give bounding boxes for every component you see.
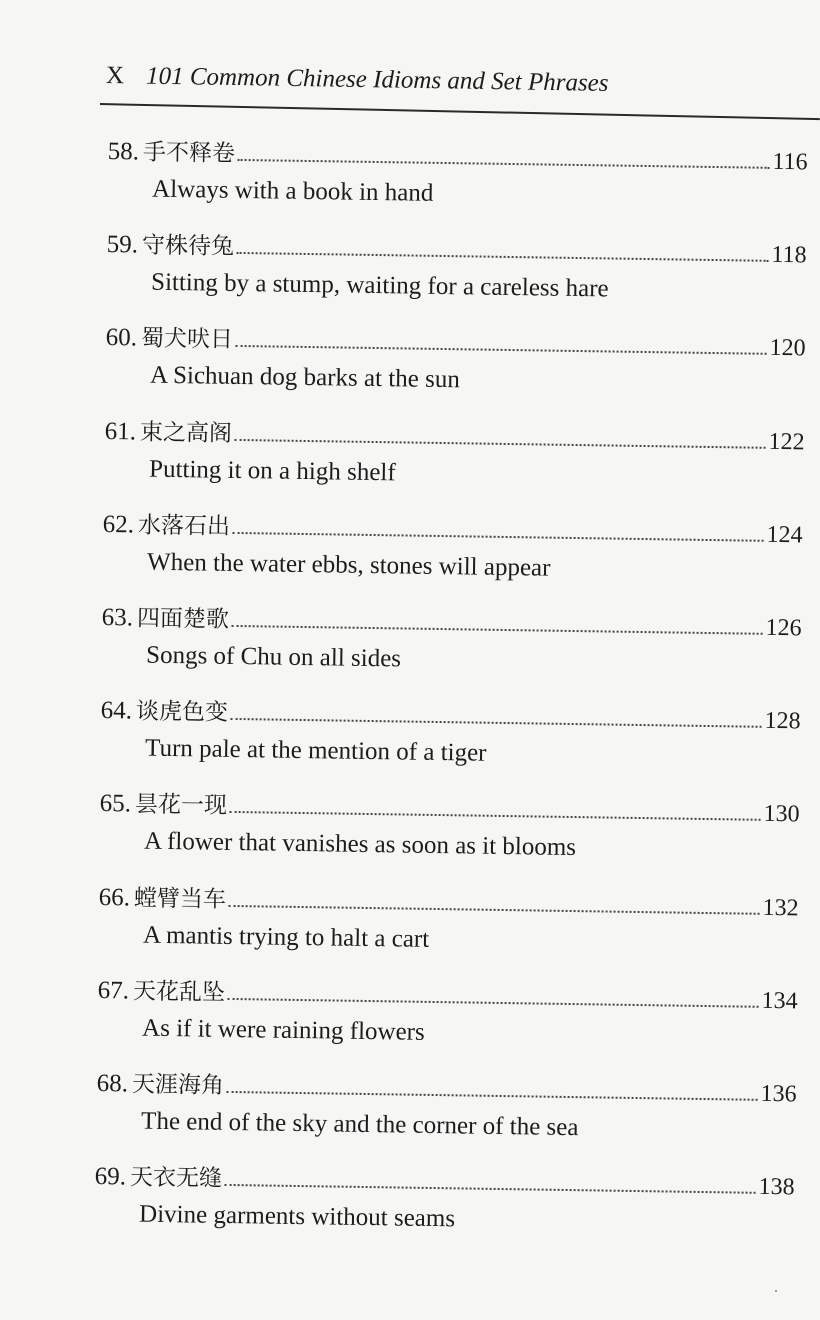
idiom-chinese: 束之高阁 [139, 419, 232, 447]
idiom-english: A mantis trying to halt a cart [142, 921, 430, 953]
idiom-english: Divine garments without seams [139, 1200, 456, 1233]
idiom-english: Putting it on a high shelf [148, 455, 396, 486]
idiom-english: Songs of Chu on all sides [146, 641, 402, 673]
dot-leader [238, 158, 770, 169]
toc-entry [102, 506, 803, 596]
entry-number: 64. [100, 697, 133, 725]
dot-leader [229, 904, 760, 915]
entry-number: 59. [106, 231, 139, 259]
entry-number: 68. [96, 1069, 128, 1098]
entry-number: 65. [99, 790, 132, 818]
page-number: 122 [767, 428, 805, 455]
idiom-chinese: 天花乱坠 [132, 978, 225, 1006]
dot-leader [226, 1090, 757, 1101]
idiom-english: A flower that vanishes as soon as it blooms [143, 828, 577, 862]
idiom-chinese: 水落石出 [138, 512, 231, 540]
dot-leader [237, 251, 769, 262]
page-numeral: X [105, 62, 125, 90]
page-number: 136 [759, 1080, 797, 1108]
idiom-english: As if it were raining flowers [141, 1014, 425, 1046]
toc-entry [99, 785, 800, 875]
toc-entry [96, 972, 797, 1062]
entry-number: 63. [101, 603, 134, 632]
idiom-english: Turn pale at the mention of a tiger [145, 734, 487, 767]
dot-leader [234, 438, 765, 449]
paper-speck [775, 1290, 777, 1292]
toc-entry [105, 319, 806, 409]
toc-entry [103, 413, 804, 503]
page-number: 132 [762, 894, 799, 921]
idiom-chinese: 天衣无缝 [130, 1164, 223, 1193]
idiom-chinese: 手不释卷 [142, 139, 236, 167]
idiom-english: Sitting by a stump, waiting for a careless hare [150, 268, 609, 303]
toc-entry [94, 1158, 795, 1248]
toc-entry [98, 879, 799, 969]
dot-leader [230, 810, 761, 821]
dot-leader [225, 1183, 756, 1194]
idiom-english: Always with a book in hand [151, 175, 434, 207]
dot-leader [231, 717, 762, 728]
entry-number: 67. [97, 976, 129, 1005]
idiom-chinese: 螳臂当车 [133, 885, 226, 913]
idiom-english: A Sichuan dog barks at the sun [149, 362, 460, 394]
page-number: 118 [771, 242, 807, 269]
toc-entry [107, 133, 808, 223]
entry-number: 69. [94, 1163, 127, 1191]
book-title: 101 Common Chinese Idioms and Set Phrases [145, 62, 609, 97]
toc-entry [95, 1065, 796, 1155]
idiom-chinese: 谈虎色变 [135, 698, 229, 727]
idiom-chinese: 昙花一现 [134, 791, 228, 820]
dot-leader [232, 624, 763, 635]
page-number: 116 [772, 148, 808, 176]
page-number: 130 [763, 801, 800, 828]
toc-entry [100, 692, 801, 782]
idiom-english: When the water ebbs, stones will appear [147, 548, 552, 582]
page-number: 126 [765, 614, 803, 642]
toc-entry [106, 226, 807, 316]
page-number: 120 [769, 335, 806, 362]
idiom-chinese: 四面楚歌 [137, 605, 230, 633]
toc-entry [101, 599, 802, 689]
page-number: 128 [764, 708, 801, 735]
dot-leader [233, 531, 764, 542]
idiom-chinese: 守株待兔 [141, 232, 234, 261]
entry-number: 58. [107, 137, 140, 166]
idiom-chinese: 天涯海角 [131, 1071, 224, 1099]
entry-heading-line [98, 879, 799, 929]
page-number: 138 [758, 1174, 796, 1201]
page-number: 134 [761, 987, 798, 1015]
page-number: 124 [766, 521, 804, 549]
idiom-english: The end of the sky and the corner of the sea [140, 1107, 579, 1142]
dot-leader [236, 344, 767, 355]
entry-number: 60. [105, 324, 137, 352]
dot-leader [227, 997, 758, 1008]
entry-number: 61. [104, 417, 136, 446]
entry-heading-line [104, 413, 805, 463]
entry-number: 66. [98, 883, 130, 912]
entry-number: 62. [102, 510, 135, 539]
idiom-chinese: 蜀犬吠日 [140, 325, 233, 354]
